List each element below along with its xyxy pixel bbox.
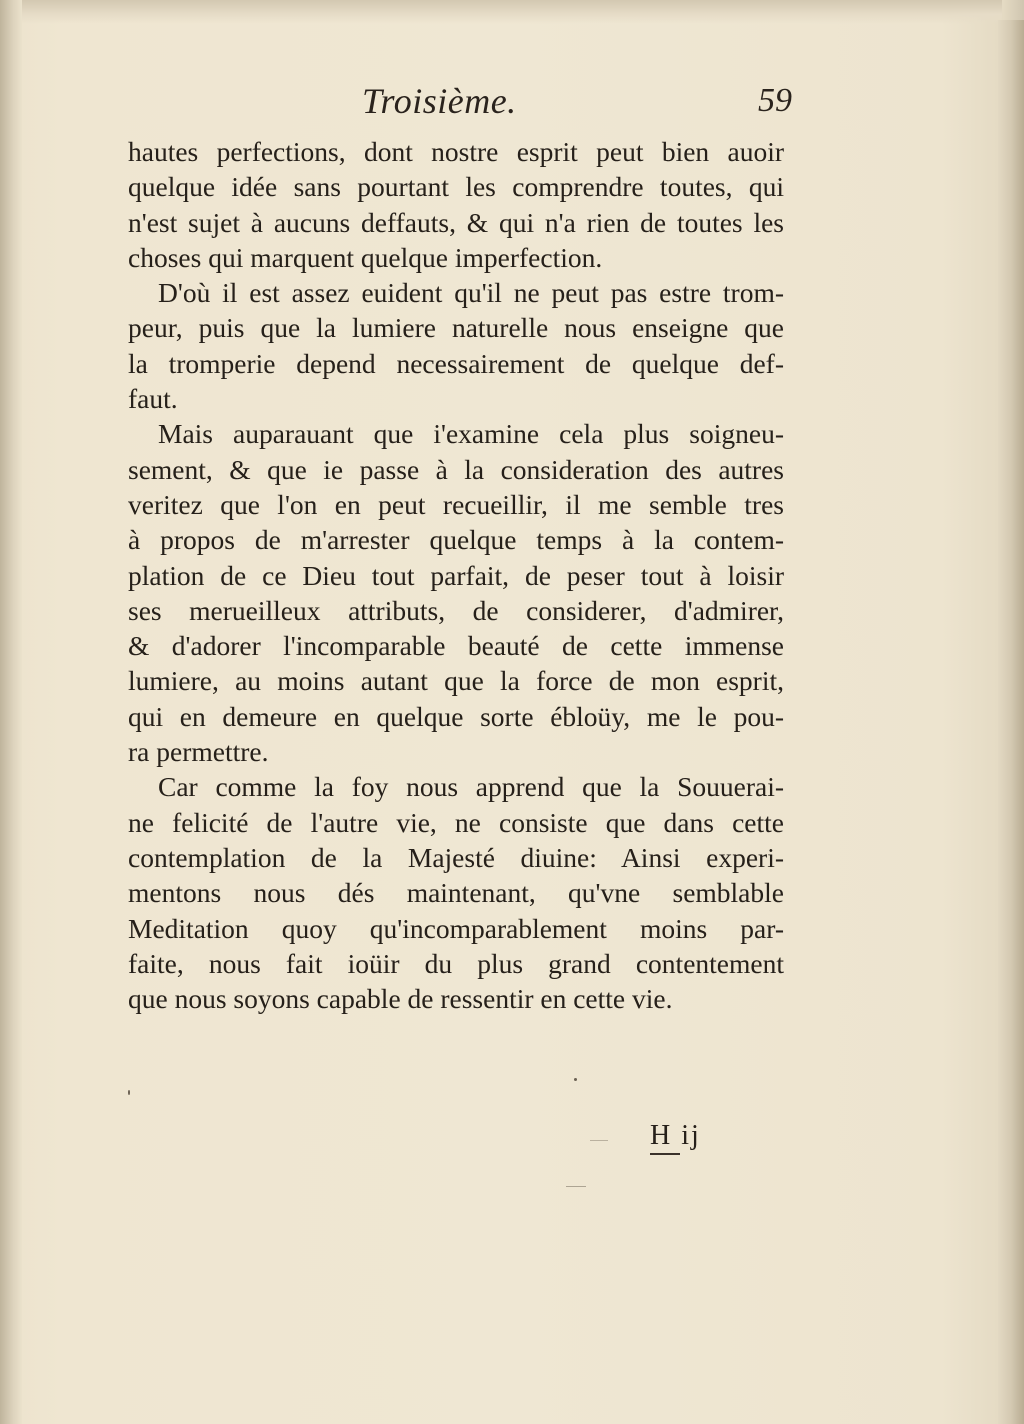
text-line: faite, nous fait ioüir du plus grand contentement [128,947,784,979]
text-line: choses qui marquent quelque imperfection. [128,241,603,273]
text-line: n'est sujet à aucuns deffauts, & qui n'a rien de toutes les [128,206,784,238]
paper-speck [566,1186,586,1187]
paper-speck [590,1140,608,1141]
text-line: Mais auparauant que i'examine cela plus soigneu- [158,418,784,450]
running-head-title: Troisième. [362,81,517,121]
text-line: lumiere, au moins autant que la force de mon esprit, [128,665,784,697]
text-line: faut. [128,383,178,415]
text-line: plation de ce Dieu tout parfait, de peser tout à loisir [128,559,784,591]
paper-speck [128,1090,130,1095]
text-line: peur, puis que la lumiere naturelle nous enseigne que [128,312,784,344]
text-line: à propos de m'arrester quelque temps à la contem- [128,524,784,556]
text-line: hautes perfections, dont nostre esprit peut bien auoir [128,136,784,167]
running-head [130,80,790,126]
text-line: mentons nous dés maintenant, qu'vne semblable [128,877,784,909]
text-line: ra permettre. [128,736,269,768]
text-line: qui en demeure en quelque sorte ébloüy, me le pou- [128,700,784,732]
signature-underline [650,1153,680,1155]
page-fore-edge [998,20,1024,1424]
text-line: D'où il est assez euident qu'il ne peut pas estre trom- [158,277,784,309]
text-line: Meditation quoy qu'incomparablement moins par- [128,912,784,944]
text-line: ne felicité de l'autre vie, ne consiste que dans cette [128,806,784,838]
text-line: que nous soyons capable de ressentir en cette vie. [128,983,673,1015]
text-line: sement, & que ie passe à la consideration des autres [128,453,784,485]
text-line: Car comme la foy nous apprend que la Souuerai- [158,771,784,803]
paper-speck [574,1078,577,1081]
page-gutter-shadow [0,0,22,1424]
page-number: 59 [758,82,792,119]
text-line: & d'adorer l'incomparable beauté de cette immense [128,630,784,662]
signature-mark: H ij [650,1120,701,1151]
text-line: ses merueilleux attributs, de considerer, d'admirer, [128,594,784,626]
text-line: contemplation de la Majesté diuine: Ainsi experi- [128,841,784,873]
page-top-edge [22,0,1002,24]
body-text [128,134,784,1016]
text-line: quelque idée sans pourtant les comprendre toutes, qui [128,171,784,203]
text-line: la tromperie depend necessairement de quelque def- [128,347,784,379]
text-line: veritez que l'on en peut recueillir, il me semble tres [128,488,784,520]
